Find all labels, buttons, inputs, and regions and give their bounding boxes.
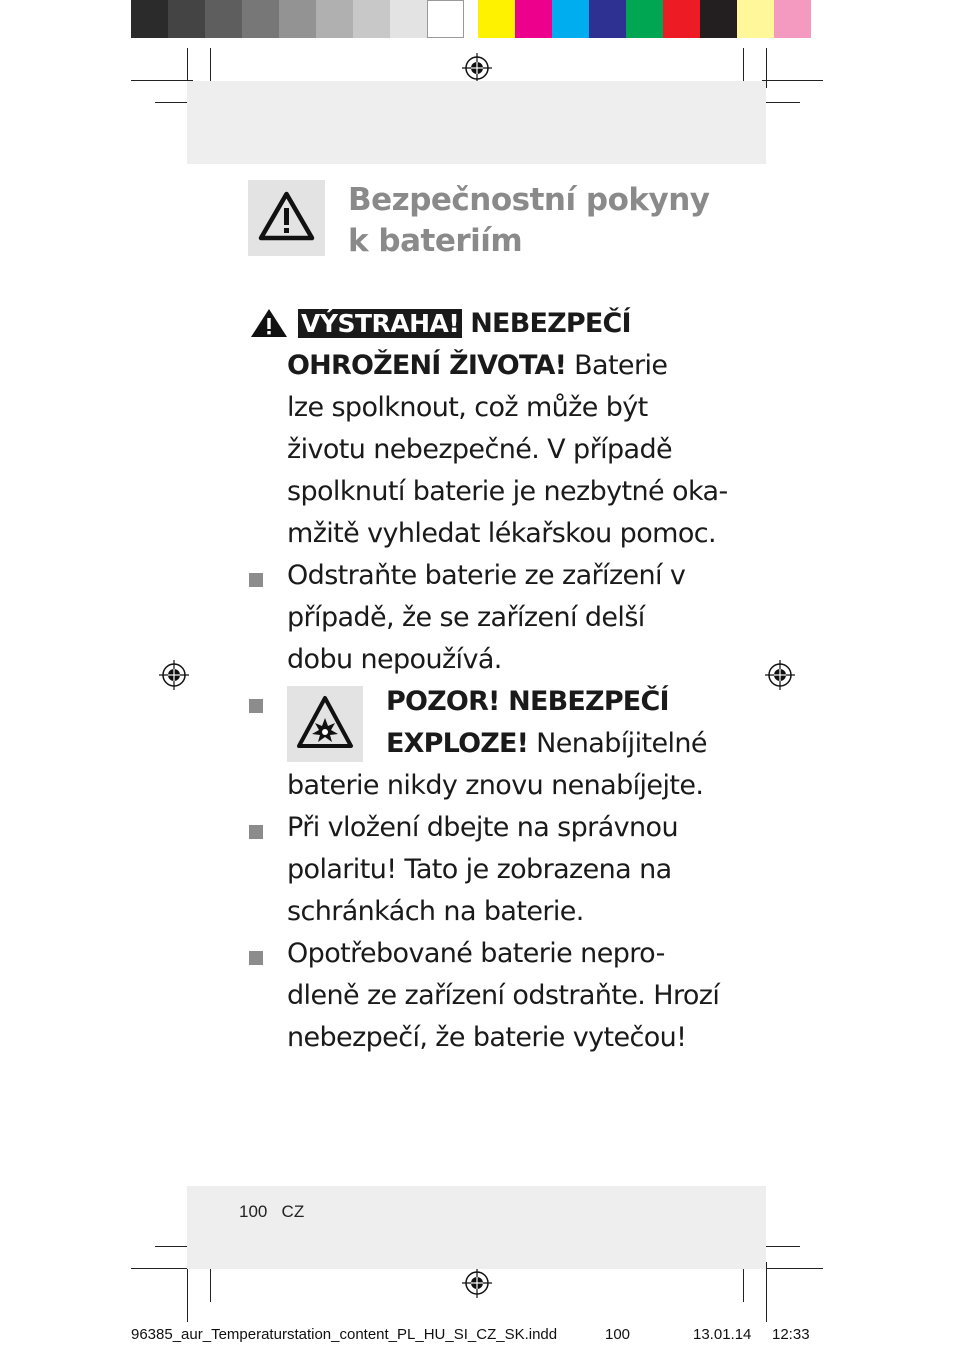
- color-swatch: [700, 0, 737, 38]
- item-2-line-2: [386, 723, 707, 765]
- crop-mark: [766, 48, 767, 88]
- color-swatch: [515, 0, 552, 38]
- warning-line-4: životu nebezpečné. V případě: [287, 434, 673, 465]
- warning-line-6: mžitě vyhledat lékařskou pomoc.: [287, 518, 716, 549]
- color-swatch: [737, 0, 774, 38]
- item-1-line-3: dobu nepoužívá.: [287, 644, 502, 675]
- item-3-line-1: Při vložení dbejte na správnou: [287, 812, 678, 843]
- item-1-line-2: případě, že se zařízení delší: [287, 602, 645, 633]
- bullet-marker: [249, 699, 263, 713]
- bullet-marker: [249, 825, 263, 839]
- item-4-line-2: dleně ze zařízení odstraňte. Hrozí: [287, 980, 720, 1011]
- danger-title-part1: NEBEZPEČÍ: [470, 308, 631, 339]
- warning-line-2: [287, 345, 667, 387]
- item-4-line-3: nebezpečí, že baterie vytečou!: [287, 1022, 687, 1053]
- warning-icon-box: [248, 180, 325, 256]
- color-swatch: [663, 0, 700, 38]
- explosion-icon-box: [287, 686, 363, 762]
- registration-mark-icon: [462, 53, 492, 83]
- item-2-line-1: [386, 681, 669, 723]
- color-calibration-bar: [131, 0, 811, 38]
- crop-mark: [766, 1262, 767, 1322]
- color-swatch: [774, 0, 811, 38]
- color-swatch: [390, 0, 427, 38]
- page-number: 100: [239, 1202, 268, 1221]
- crop-mark: [131, 80, 193, 81]
- item-2-line-3: baterie nikdy znovu nenabíjejte.: [287, 770, 704, 801]
- section-heading: [348, 180, 768, 262]
- registration-mark-icon: [159, 660, 189, 690]
- item-3-line-3: schránkách na baterie.: [287, 896, 584, 927]
- warning-line-2-rest: Baterie: [574, 350, 668, 381]
- crop-mark: [762, 1268, 823, 1269]
- item-1-line-1: Odstraňte baterie ze zařízení v: [287, 560, 686, 591]
- crop-mark: [762, 1246, 800, 1247]
- item-4-line-1: Opotřebované baterie nepro-: [287, 938, 665, 969]
- footer-band: [187, 1186, 766, 1269]
- crop-mark: [131, 1268, 193, 1269]
- color-swatch: [353, 0, 390, 38]
- language-code: CZ: [281, 1202, 305, 1221]
- warning-line-5: spolknutí baterie je nezbytné oka-: [287, 476, 728, 507]
- color-swatch: [427, 0, 464, 38]
- slug-page: 100: [605, 1326, 631, 1343]
- warning-line-3: lze spolknout, což může být: [287, 392, 648, 423]
- warning-line-1: [298, 303, 631, 345]
- header-band: [187, 81, 766, 164]
- explosion-title-part1: POZOR! NEBEZPEČÍ: [386, 686, 669, 717]
- danger-title-part2: OHROŽENÍ ŽIVOTA!: [287, 350, 567, 381]
- color-swatch: [589, 0, 626, 38]
- color-swatch: [242, 0, 279, 38]
- color-swatch: [478, 0, 515, 38]
- bullet-marker: [249, 951, 263, 965]
- slug-time: 12:33: [772, 1326, 810, 1343]
- explosion-warning-icon: [287, 686, 363, 762]
- page-footer: [239, 1202, 304, 1222]
- crop-mark: [762, 102, 800, 103]
- color-swatch: [316, 0, 353, 38]
- crop-mark: [762, 80, 823, 81]
- item-3-line-2: polaritu! Tato je zobrazena na: [287, 854, 672, 885]
- color-swatch: [626, 0, 663, 38]
- heading-line-2: k bateriím: [348, 223, 523, 259]
- color-swatch: [279, 0, 316, 38]
- heading-line-1: Bezpečnostní pokyny: [348, 182, 710, 218]
- slug-date: 13.01.14: [693, 1326, 752, 1343]
- explosion-title-part2: EXPLOZE!: [386, 728, 529, 759]
- color-swatch: [168, 0, 205, 38]
- small-warning-icon: [249, 307, 289, 339]
- color-swatch: [205, 0, 242, 38]
- warning-triangle-icon: [248, 180, 325, 256]
- crop-mark: [187, 1262, 188, 1322]
- slug-filename: 96385_aur_Temperaturstation_content_PL_HU_SI_CZ_SK.indd: [131, 1326, 558, 1343]
- color-swatch: [131, 0, 168, 38]
- bullet-marker: [249, 573, 263, 587]
- color-swatch: [552, 0, 589, 38]
- registration-mark-icon: [765, 660, 795, 690]
- registration-mark-icon: [462, 1268, 492, 1298]
- warning-tag: VÝSTRAHA!: [298, 309, 462, 338]
- item-2-line-2-rest: Nenabíjitelné: [536, 728, 707, 759]
